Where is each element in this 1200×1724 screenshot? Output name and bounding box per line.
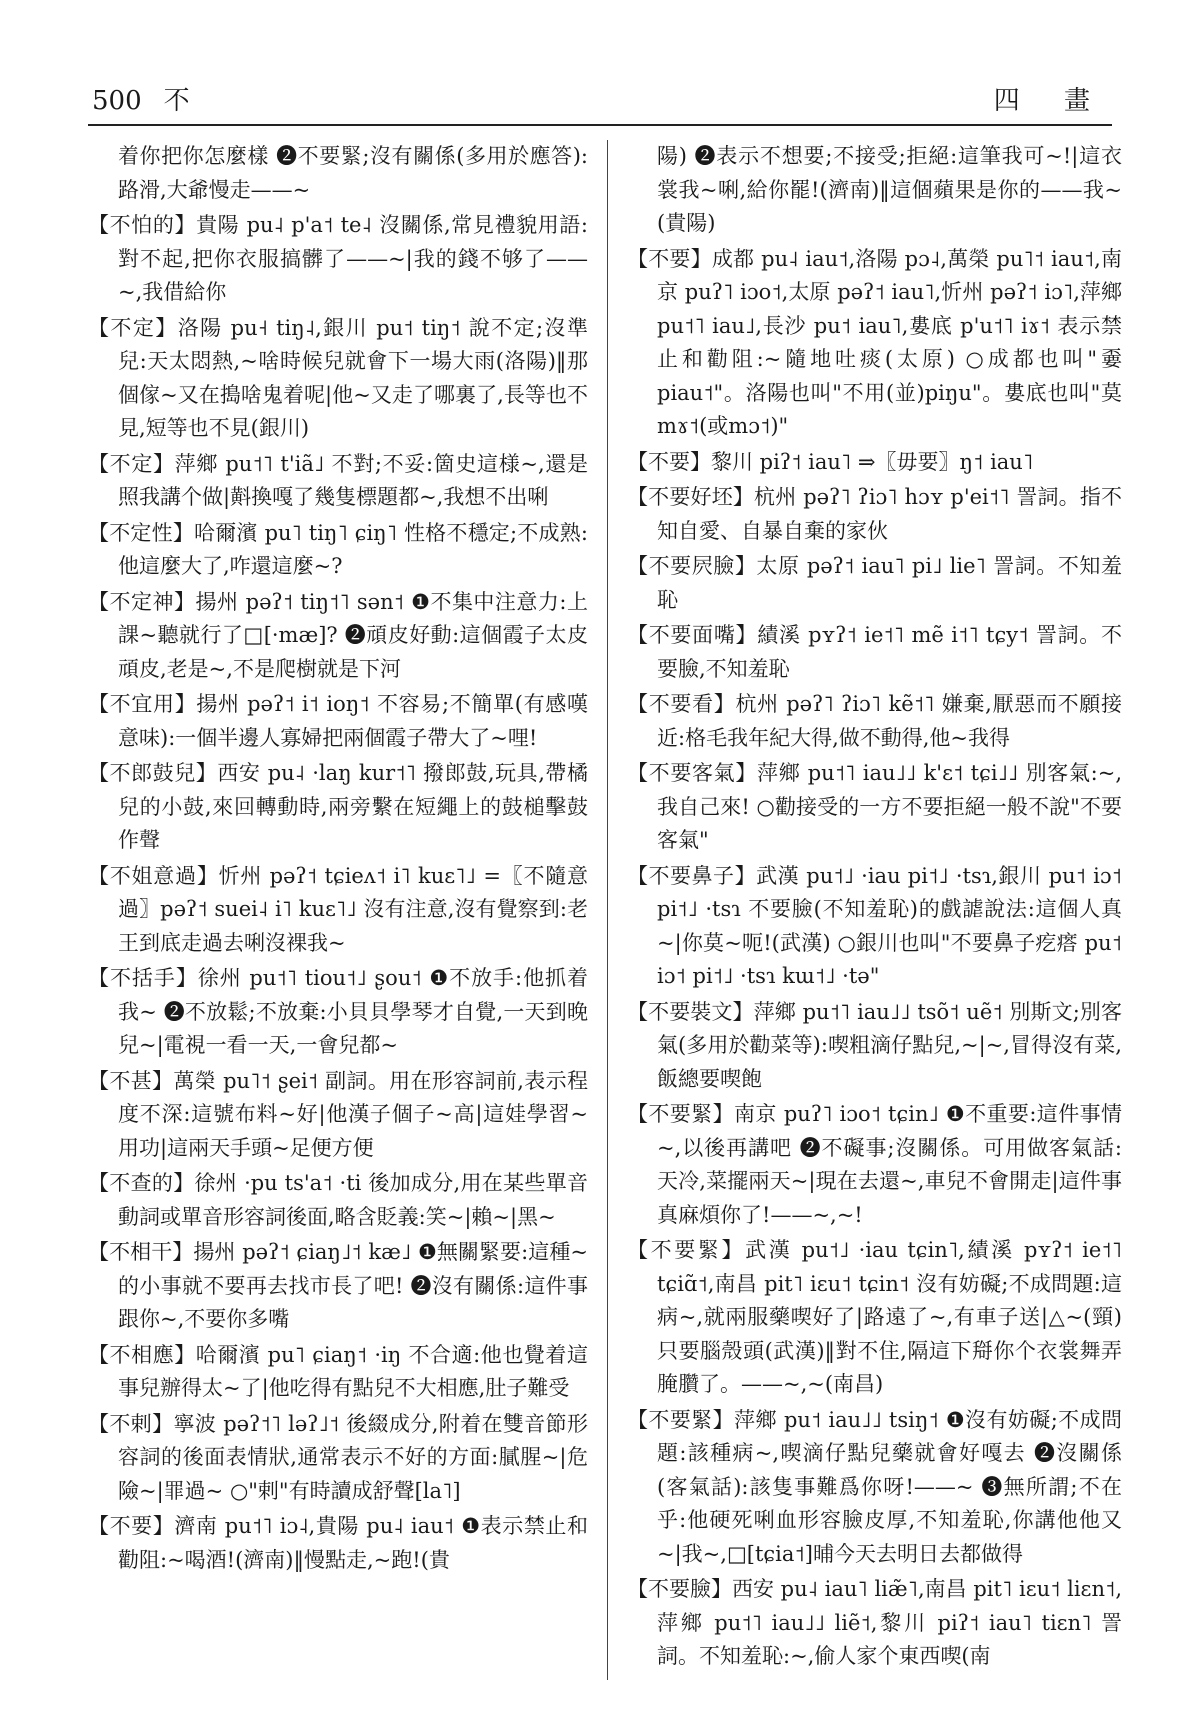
dictionary-entry: 【不宜用】揚州 pəʔ˦ i˦ ioŋ˦ 不容易;不簡單(有感嘆意味):一個半邊人寡婦把兩個霞子帶大了~哩! bbox=[88, 692, 588, 750]
dictionary-entry: 【不要臉】西安 pu˨ iau˥ liæ̃˥,南昌 pit˥ iɛu˦ liɛn˦,萍鄉 pu˦˥ iau˩˩ liẽ˦,黎川 piʔ˦ iau˥ tiɛn˥ 詈詞。不知羞恥:~,偷人家个東西喫(南 bbox=[627, 1577, 1122, 1668]
dictionary-entry: 【不要鼻子】武漢 pu˦˩ ·iau pi˦˩ ·tsɿ,銀川 pu˦ iɔ˦ pi˦˩ ·tsɿ 不要臉(不知羞恥)的戲謔說法:這個人真~|你莫~呃!(武漢) ○銀川也叫"不要鼻子疙瘩 pu˦ iɔ˦ pi˦˩ ·tsɿ kɯ˦˩ ·tə" bbox=[627, 863, 1122, 988]
dictionary-entry: 【不要緊】武漢 pu˦˩ ·iau tɕin˥,績溪 pʏʔ˦ ie˦˥ tɕiɑ̃˦,南昌 pit˥ iɛu˦ tɕin˦ 沒有妨礙;不成問題:這病~,就兩服藥喫好了|路遠了~,有車子送|△~(頸)只要腦殼頭(武漢)‖對不住,隔這下搿你个衣裳舞弄腌臢了。——~,~(南昌) bbox=[627, 1238, 1122, 1396]
dictionary-entry: 【不要面嘴】績溪 pʏʔ˦ ie˦˥ mẽ i˦˥ tɕy˦ 詈詞。不要臉,不知羞恥 bbox=[627, 623, 1122, 681]
dictionary-entry: 【不括手】徐州 pu˦˥ tiou˦˩ ʂou˦ ❶不放手:他抓着我~ ❷不放鬆;不放棄:小貝貝學琴才自覺,一天到晚兒~|電視一看一天,一會兒都~ bbox=[88, 966, 588, 1057]
dictionary-entry: 【不要】濟南 pu˦˥ iɔ˨,貴陽 pu˨ iau˦ ❶表示禁止和勸阻:~喝酒!(濟南)‖慢點走,~跑!(貴 bbox=[88, 1514, 588, 1572]
dictionary-entry: 【不要看】杭州 pəʔ˥ ʔiɔ˥ kẽ˦˥ 嫌棄,厭惡而不願接近:格毛我年紀大得,做不動得,他~我得 bbox=[627, 692, 1122, 750]
right-column bbox=[627, 140, 1122, 1700]
dictionary-entry: 陽) ❷表示不想要;不接受;拒絕:這筆我可~!|這衣裳我~唎,給你罷!(濟南)‖這個蘋果是你的——我~(貴陽) bbox=[657, 144, 1122, 235]
dictionary-entry: 【不要】黎川 piʔ˦ iau˥ ⇒〖毋要〗ŋ˦ iau˥ bbox=[627, 449, 1034, 474]
dictionary-entry: 【不相干】揚州 pəʔ˦ ɕiaŋ˩˦ kæ˩ ❶無關緊要:這種~的小事就不要再去找市長了吧! ❷沒有關係:這件事跟你~,不要你多嘴 bbox=[88, 1240, 588, 1331]
dictionary-entry: 【不姐意過】忻州 pəʔ˦ tɕieʌ˦ i˥ kuɛ˥˩ =〖不隨意過〗pəʔ˦ suei˨ i˥ kuɛ˥˩ 沒有注意,沒有覺察到:老王到底走過去唎沒裸我~ bbox=[88, 863, 588, 955]
dictionary-entry: 【不郎鼓兒】西安 pu˨ ·laŋ kur˦˥ 撥郎鼓,玩具,帶橘兒的小鼓,來回轉動時,兩旁繫在短繩上的鼓槌擊鼓作聲 bbox=[88, 761, 588, 852]
page-header bbox=[92, 76, 1108, 120]
dictionary-entry: 着你把你怎麼樣 ❷不要緊;沒有關係(多用於應答):路滑,大爺慢走——~ bbox=[118, 144, 588, 202]
dictionary-entry: 【不要屄臉】太原 pəʔ˦ iau˥ pi˩ lie˥ 詈詞。不知羞恥 bbox=[627, 554, 1122, 612]
page-number-block bbox=[92, 80, 212, 117]
dictionary-entry: 【不怕的】貴陽 pu˨ p'a˦ te˨ 沒關係,常見禮貌用語:對不起,把你衣服搞髒了——~|我的錢不够了——~,我借給你 bbox=[88, 213, 588, 304]
dictionary-entry: 【不要緊】萍鄉 pu˦ iau˩˩ tsiŋ˦ ❶沒有妨礙;不成問題:該種病~,喫滴仔點兒藥就會好嘎去 ❷沒關係(客氣話):該隻事難爲你呀!——~ ❸無所謂;不在乎:他硬死唎血形容臉皮厚,不知羞恥,你講他他又~|我~,□[tɕia˦]晡今天去明日去都做得 bbox=[627, 1407, 1122, 1566]
section-title: 四 畫 bbox=[993, 85, 1108, 116]
dictionary-entry: 【不定】洛陽 pu˧ tiŋ˨,銀川 pu˦ tiŋ˦ 說不定;沒準兒:天太悶熱,~啥時候兒就會下一場大雨(洛陽)‖那個傢~又在搗啥鬼着呢|他~又走了哪裏了,長等也不見,短等也不見(銀川) bbox=[88, 315, 588, 440]
dictionary-entry: 【不查的】徐州 ·pu ts'a˦ ·ti 後加成分,用在某些單音動詞或單音形容詞後面,略含貶義:笑~|賴~|黑~ bbox=[88, 1171, 588, 1229]
dictionary-entry: 【不相應】哈爾濱 pu˥ ɕiaŋ˦ ·iŋ 不合適:他也覺着這事兒辦得太~了|他吃得有點兒不大相應,肚子難受 bbox=[88, 1342, 588, 1400]
header-rule bbox=[88, 124, 1112, 126]
dictionary-entry: 【不定性】哈爾濱 pu˥ tiŋ˥ ɕiŋ˥ 性格不穩定;不成熟:他這麼大了,咋還這麼~? bbox=[88, 520, 588, 578]
dictionary-entry: 【不要緊】南京 puʔ˥ iɔo˦ tɕin˩ ❶不重要:這件事情~,以後再講吧 ❷不礙事;沒關係。可用做客氣話:天冷,菜擺兩天~|現在去還~,車兒不會開走|這件事真麻煩你了!——~,~! bbox=[627, 1102, 1122, 1227]
dictionary-entry: 【不甚】萬榮 pu˥˦ ʂei˦ 副詞。用在形容詞前,表示程度不深:這號布料~好|他漢子個子~高|這娃學習~用功|這兩天手頭~足便方便 bbox=[88, 1068, 588, 1160]
dictionary-entry: 【不定神】揚州 pəʔ˦ tiŋ˦˥ sən˦ ❶不集中注意力:上課~聽就行了□[·mæ]? ❷頑皮好動:這個霞子太皮頑皮,老是~,不是爬樹就是下河 bbox=[88, 589, 588, 681]
dictionary-entry: 【不要】成都 pu˨ iau˦,洛陽 pɔ˨,萬榮 pu˥˦ iau˦,南京 puʔ˥ iɔo˦,太原 pəʔ˦ iau˥,忻州 pəʔ˦ iɔ˥,萍鄉 pu˦˥ iau˩,長沙 pu˦ iau˥,婁底 p'u˦˥ iɤ˦ 表示禁止和勸阻:~隨地吐痰(太原) ○成都也叫"嫑 piau˦"。洛陽也叫"不用(並)piŋu"。婁底也叫"莫 mɤ˦(或mɔ˦)" bbox=[627, 246, 1122, 438]
dictionary-entry: 【不剌】寧波 pəʔ˦˥ ləʔ˩˦ 後綴成分,附着在雙音節形容詞的後面表情狀,通常表示不好的方面:膩腥~|危險~|罪過~ ○"剌"有時讀成舒聲[la˥] bbox=[88, 1411, 588, 1503]
running-head: 不 bbox=[163, 85, 190, 116]
page-number: 500 bbox=[92, 85, 142, 116]
dictionary-entry: 【不要好坯】杭州 pəʔ˥ ʔiɔ˥ hɔʏ p'ei˦˥ 詈詞。指不知自愛、自暴自棄的家伙 bbox=[627, 485, 1122, 543]
column-divider bbox=[607, 140, 608, 1680]
dictionary-entry: 【不要裝文】萍鄉 pu˦˥ iau˩˩ tsõ˦ uẽ˦ 別斯文;別客氣(多用於勸菜等):喫粗滴仔點兒,~|~,冒得沒有菜,飯總要喫飽 bbox=[627, 999, 1122, 1091]
dictionary-entry: 【不要客氣】萍鄉 pu˦˥ iau˩˩ k'ɛ˦ tɕi˩˩ 別客氣:~,我自己來! ○勸接受的一方不要拒絕一般不說"不要客氣" bbox=[627, 761, 1122, 852]
dictionary-entry: 【不定】萍鄉 pu˦˥ t'iã˩ 不對;不妥:箇史這様~,還是照我講个做|斢換嘎了幾隻標題都~,我想不出唎 bbox=[88, 451, 588, 509]
left-column bbox=[88, 140, 588, 1700]
